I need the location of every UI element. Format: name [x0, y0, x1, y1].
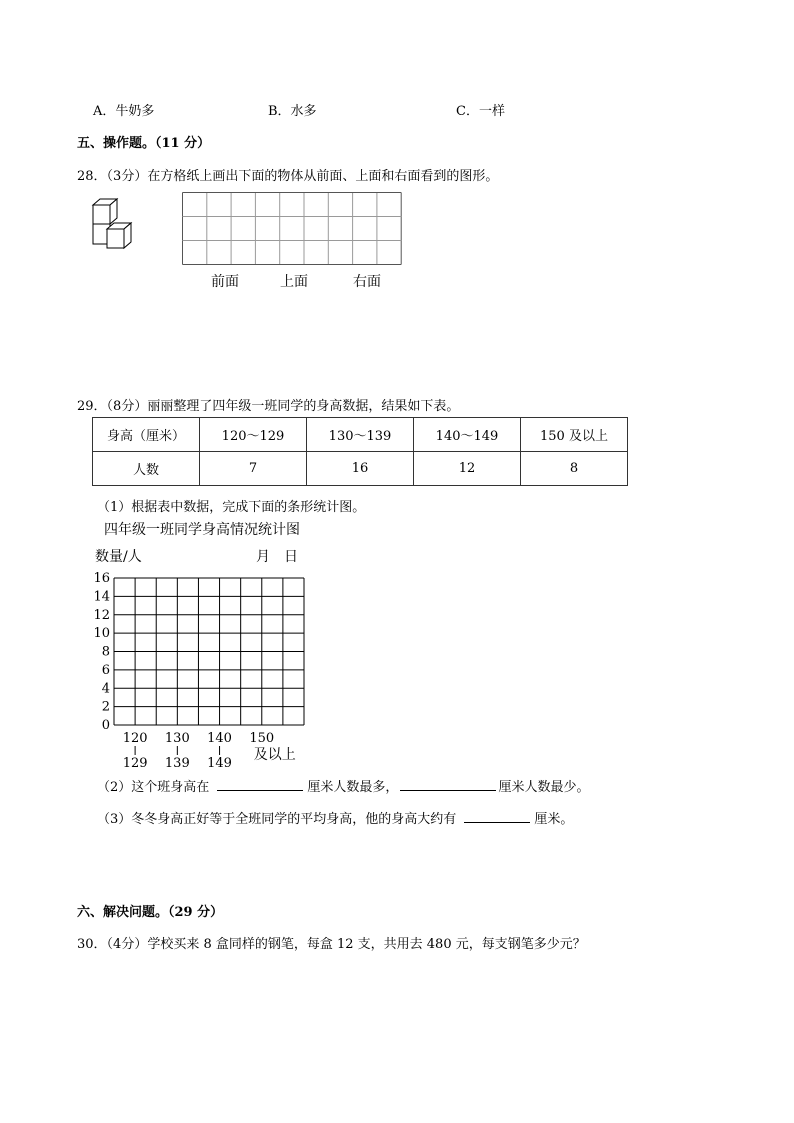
answer-blank-average[interactable] — [464, 810, 530, 823]
table-cell: 人数 — [93, 452, 200, 486]
table-header-row — [93, 418, 628, 452]
y-tick-label: 6 — [101, 662, 110, 678]
answer-blank-least[interactable] — [400, 778, 496, 791]
y-tick-label: 16 — [93, 571, 110, 586]
y-axis-title: 数量/人 — [95, 549, 142, 565]
option-b: B．水多 — [268, 104, 317, 119]
part-2-text-a: （2）这个班身高在 — [97, 780, 210, 795]
label-top-view: 上面 — [280, 274, 308, 290]
chart-title: 四年级一班同学身高情况统计图 — [104, 522, 300, 538]
part-2-text-c: 厘米人数最少。 — [498, 780, 590, 795]
question-28-text: 28．（3分）在方格纸上画出下面的物体从前面、上面和右面看到的图形。 — [77, 169, 499, 184]
table-cell: 16 — [307, 452, 414, 486]
part-3-text-a: （3）冬冬身高正好等于全班同学的平均身高，他的身高大约有 — [97, 812, 457, 827]
x-tick-label: 140 — [207, 731, 232, 746]
y-tick-label: 14 — [93, 589, 110, 605]
question-29-part-1: （1）根据表中数据，完成下面的条形统计图。 — [97, 500, 366, 515]
option-c: C．一样 — [456, 104, 505, 119]
y-tick-label: 10 — [93, 626, 110, 642]
y-tick-label: 2 — [101, 699, 110, 715]
y-tick-label: 4 — [101, 681, 110, 697]
section-5-title: 五、操作题。（11 分） — [77, 136, 211, 151]
x-tick-label: 120 — [122, 731, 148, 746]
table-cell: 身高（厘米） — [93, 418, 200, 452]
table-cell: 130～139 — [307, 418, 414, 452]
table-row — [93, 452, 628, 486]
cube-figure — [90, 196, 142, 250]
table-cell: 12 — [414, 452, 521, 486]
option-a: A．牛奶多 — [93, 104, 155, 119]
section-6-title: 六、解决问题。（29 分） — [77, 905, 224, 920]
question-29-part-2 — [97, 776, 589, 795]
drawing-grid[interactable] — [182, 192, 404, 268]
x-tick-label: 139 — [164, 756, 190, 770]
x-tick-label: 150 — [249, 731, 275, 746]
part-2-text-b: 厘米人数最多， — [307, 780, 399, 795]
x-tick-label: 130 — [164, 731, 190, 746]
question-29-part-3 — [97, 808, 573, 827]
question-29-text: 29．（8分）丽丽整理了四年级一班同学的身高数据，结果如下表。 — [77, 399, 460, 414]
table-cell: 120～129 — [200, 418, 307, 452]
date-label: 月 日 — [256, 549, 298, 565]
y-tick-label: 0 — [101, 718, 110, 733]
label-front-view: 前面 — [211, 274, 239, 290]
table-cell: 140～149 — [414, 418, 521, 452]
y-tick-label: 12 — [93, 607, 110, 623]
part-3-text-b: 厘米。 — [534, 812, 574, 827]
bar-chart[interactable] — [88, 570, 318, 770]
answer-blank-most[interactable] — [217, 778, 303, 791]
x-tick-label: 及以上 — [253, 747, 296, 763]
x-tick-label: 149 — [207, 756, 232, 770]
label-right-view: 右面 — [353, 274, 381, 290]
table-cell: 150 及以上 — [521, 418, 628, 452]
table-cell: 7 — [200, 452, 307, 486]
height-table — [92, 417, 628, 486]
question-30-text: 30．（4分）学校买来 8 盒同样的钢笔，每盒 12 支，共用去 480 元，每支钢笔多少元？ — [77, 937, 586, 952]
y-tick-label: 8 — [101, 644, 110, 660]
table-cell: 8 — [521, 452, 628, 486]
x-tick-label: 129 — [122, 756, 148, 770]
